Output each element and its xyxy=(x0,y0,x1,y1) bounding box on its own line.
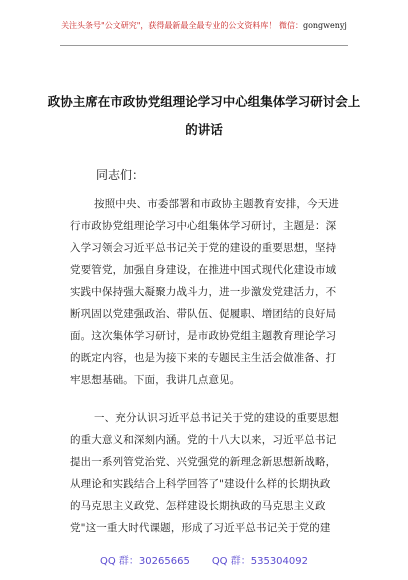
paragraph-1-line: 牢思想基础。下面，我讲几点意见。 xyxy=(70,374,241,386)
paragraph-1-line: 行市政协党组理论学习中心组集体学习研讨，主题是：深 xyxy=(70,220,337,232)
header-note xyxy=(0,20,408,32)
paragraph-1-line: 按照中央、市委部署和市政协主题教育安排，今天进 xyxy=(94,198,339,210)
paragraph-2-line: 提出一系列管党治党、兴党强党的新理念新思想新战略， xyxy=(70,456,337,468)
paragraph-2-line: 的马克思主义政党、怎样建设长期执政的马克思主义政 xyxy=(70,500,326,512)
paragraph-1-line: 面。这次集体学习研讨，是市政协党组主题教育理论学习 xyxy=(70,330,337,342)
document-title-line-1: 政协主席在市政协党组理论学习中心组集体学习研讨会上 xyxy=(47,94,361,109)
paragraph-1-line: 断巩固以党建强政治、带队伍、促履职、增团结的良好局 xyxy=(70,308,337,320)
header-promo-text: 关注头条号"公文研究"，获得最新最全最专业的公文资料库！ xyxy=(61,21,277,30)
paragraph-1-line: 入学习领会习近平总书记关于党的建设的重要思想，坚持 xyxy=(70,242,337,254)
footer-qq-group-1: QQ 群：30265665 xyxy=(99,556,190,567)
paragraph-1-line: 的既定内容，也是为接下来的专题民主生活会做准备、打 xyxy=(70,352,337,364)
paragraph-2-line: 的重大意义和深刻内涵。党的十八大以来，习近平总书记 xyxy=(70,434,337,446)
paragraph-2-line: 从理论和实践结合上科学回答了"建设什么样的长期执政 xyxy=(70,478,331,490)
header-contact-label: 微信： xyxy=(278,21,303,30)
footer-qq-group-2: QQ 群：535304092 xyxy=(211,556,308,567)
header-contact-value: gongwenyj xyxy=(302,21,347,30)
paragraph-1-line: 党要管党，加强自身建设，在推进中国式现代化建设市域 xyxy=(70,264,337,276)
header-divider xyxy=(60,45,348,46)
salutation: 同志们： xyxy=(96,168,145,182)
paragraph-2-line: 党"这一重大时代课题，形成了习近平总书记关于党的建 xyxy=(70,522,331,534)
document-title-line-2: 的讲话 xyxy=(185,122,223,137)
paragraph-2-line: 一、充分认识习近平总书记关于党的建设的重要思想 xyxy=(94,412,339,424)
footer-qq-groups xyxy=(0,555,408,569)
paragraph-1-line: 实践中保持强大凝聚力战斗力，进一步激发党建活力，不 xyxy=(70,286,337,298)
